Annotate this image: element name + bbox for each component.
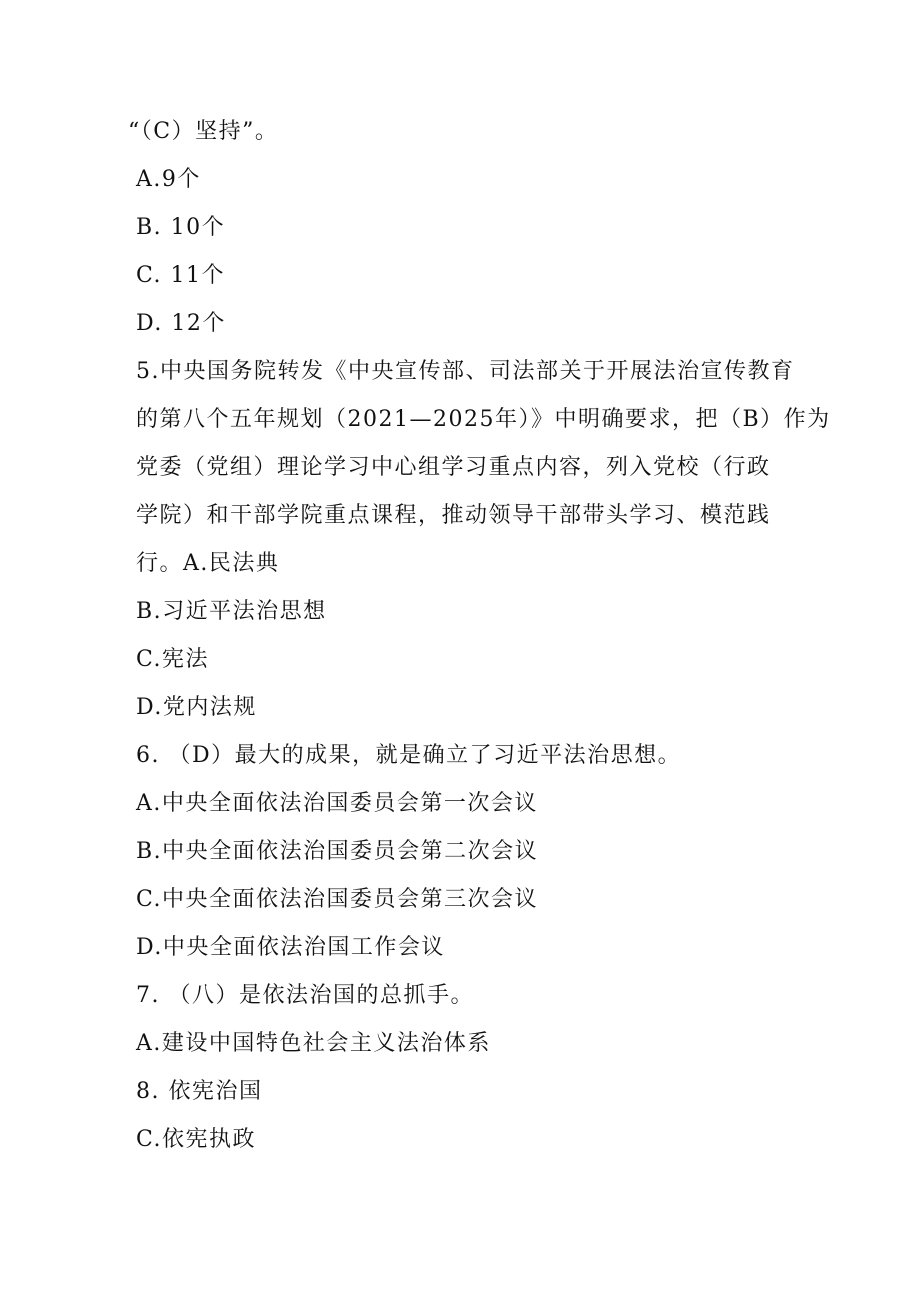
q4-option-b: B. 10个 [136, 215, 226, 240]
q7-option-c: C.依宪执政 [136, 1127, 257, 1152]
q6-option-b: B.中央全面依法治国委员会第二次会议 [136, 839, 539, 864]
q5-stem-line-5: 行。A.民法典 [136, 551, 280, 576]
q7-stem: 7. （八）是依法治国的总抓手。 [136, 983, 474, 1008]
q5-option-c: C.宪法 [136, 647, 210, 672]
q5-stem-line-3: 党委（党组）理论学习中心组学习重点内容，列入党校（行政 [136, 455, 771, 480]
q6-option-a: A.中央全面依法治国委员会第一次会议 [136, 791, 538, 816]
document-body [128, 108, 831, 1164]
q5-option-d: D.党内法规 [136, 695, 257, 720]
q6-stem: 6. （D）最大的成果，就是确立了习近平法治思想。 [136, 743, 682, 768]
q5-stem-line-4: 学院）和干部学院重点课程，推动领导干部带头学习、模范践 [136, 503, 771, 528]
q7-line-8: 8. 依宪治国 [136, 1079, 263, 1104]
q6-option-c: C.中央全面依法治国委员会第三次会议 [136, 887, 539, 912]
q5-stem-line-2: 的第八个五年规划（2021—2025年）》中明确要求，把（B）作为 [136, 407, 831, 432]
q6-option-d: D.中央全面依法治国工作会议 [136, 935, 445, 960]
q4-option-a: A.9个 [136, 167, 201, 192]
q4-option-c: C. 11个 [136, 263, 226, 288]
q7-option-a: A.建设中国特色社会主义法治体系 [136, 1031, 491, 1056]
q4-answer-tail: “（C）坚持”。 [128, 119, 279, 144]
q5-stem-line-1: 5.中央国务院转发《中央宣传部、司法部关于开展法治宣传教育 [136, 359, 795, 384]
q4-option-d: D. 12个 [136, 311, 226, 336]
q5-option-b: B.习近平法治思想 [136, 599, 327, 624]
